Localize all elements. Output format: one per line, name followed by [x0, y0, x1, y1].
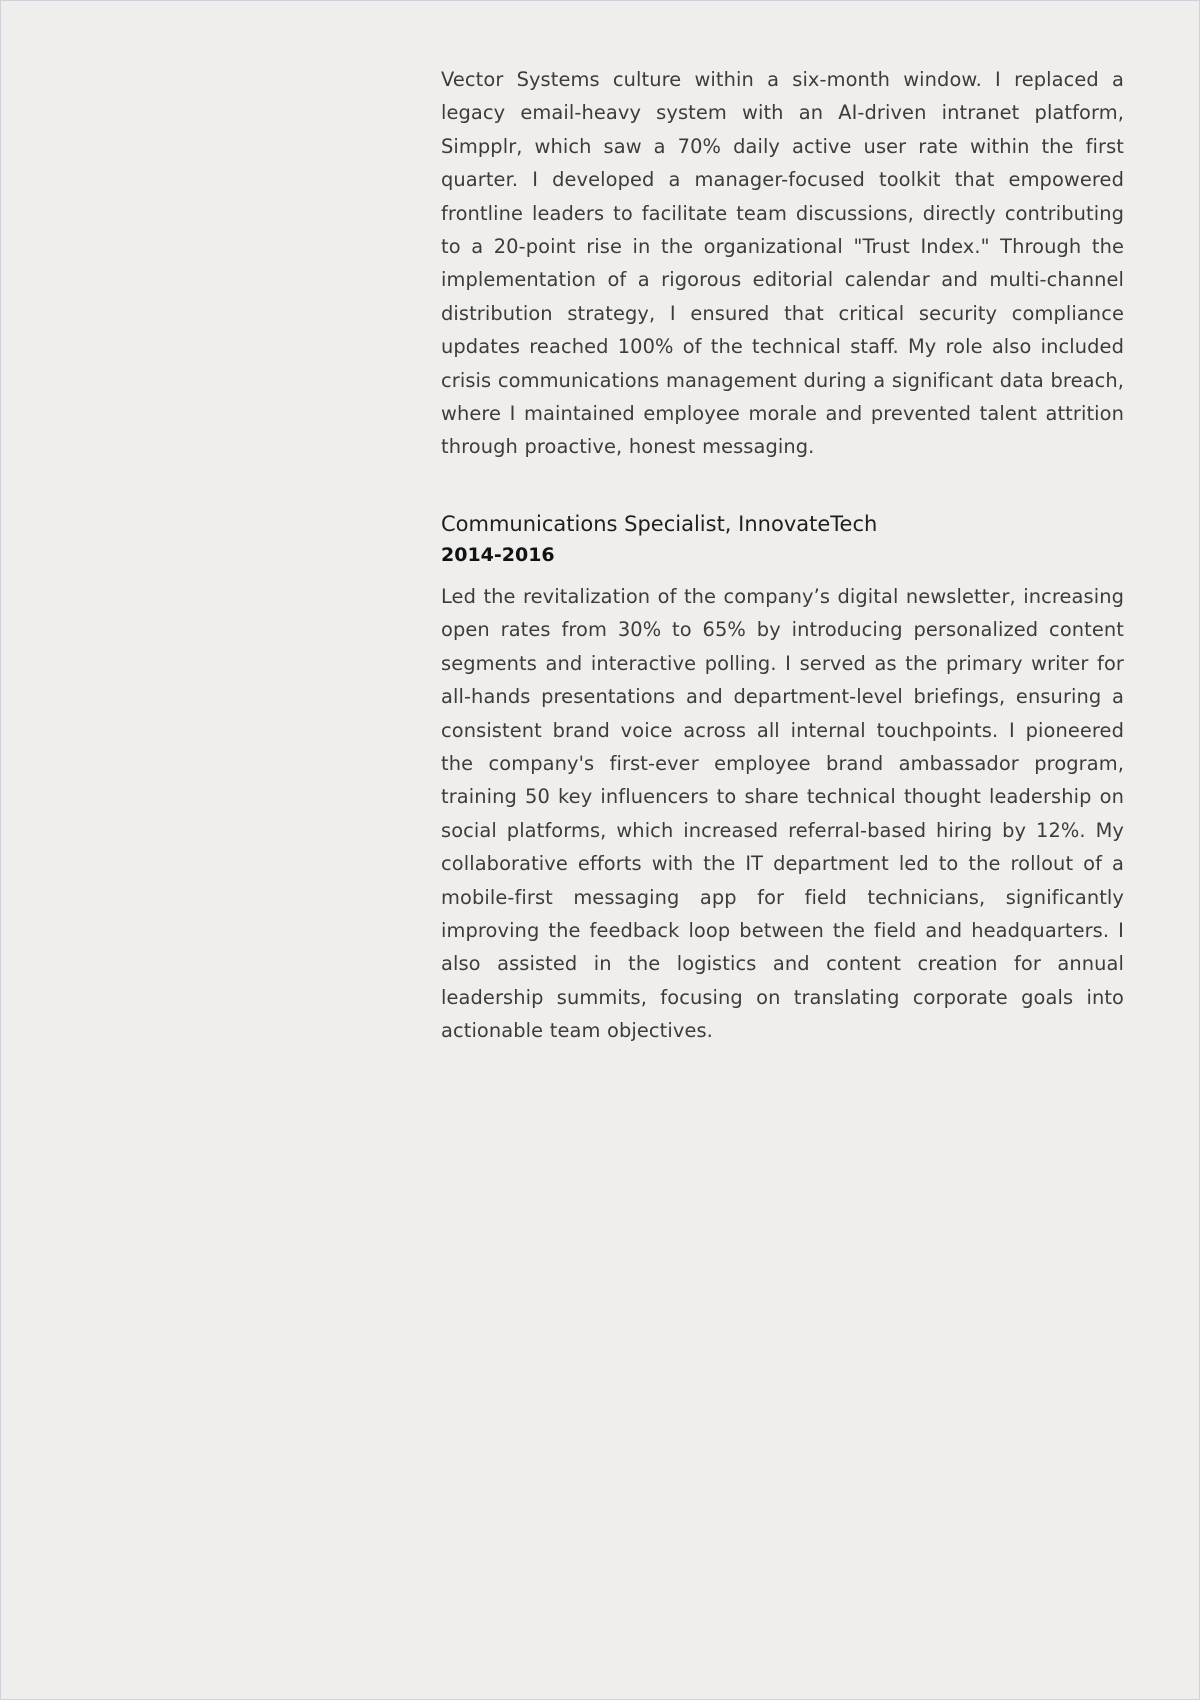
main-content: [441, 63, 1124, 1048]
experience-description: Vector Systems culture within a six-month window. I replaced a legacy email-heavy system with an AI-driven intranet platform, Simpplr, which saw a 70% daily active user rate within the first quarter. I developed a manager-focused toolkit that empowered frontline leaders to facilitate team discussions, directly contributing to a 20-point rise in the organizational "Trust Index." Through the implementation of a rigorous editorial calendar and multi-channel distribution strategy, I ensured that critical security compliance updates reached 100% of the technical staff. My role also included crisis communications management during a significant data breach, where I maintained employee morale and prevented talent attrition through proactive, honest messaging.: [441, 68, 1124, 459]
experience-description: Led the revitalization of the company’s digital newsletter, increasing open rates from 30% to 65% by introducing personalized content segments and interactive polling. I served as the primary writer for all-hands presentations and department-level briefings, ensuring a consistent brand voice across all internal touchpoints. I pioneered the company's first-ever employee brand ambassador program, training 50 key influencers to share technical thought leadership on social platforms, which increased referral-based hiring by 12%. My collaborative efforts with the IT department led to the rollout of a mobile-first messaging app for field technicians, significantly improving the feedback loop between the field and headquarters. I also assisted in the logistics and content creation for annual leadership summits, focusing on translating corporate goals into actionable team objectives.: [441, 584, 1124, 1043]
job-dates: 2014-2016: [441, 543, 555, 566]
job-title: Communications Specialist, InnovateTech: [441, 511, 878, 536]
